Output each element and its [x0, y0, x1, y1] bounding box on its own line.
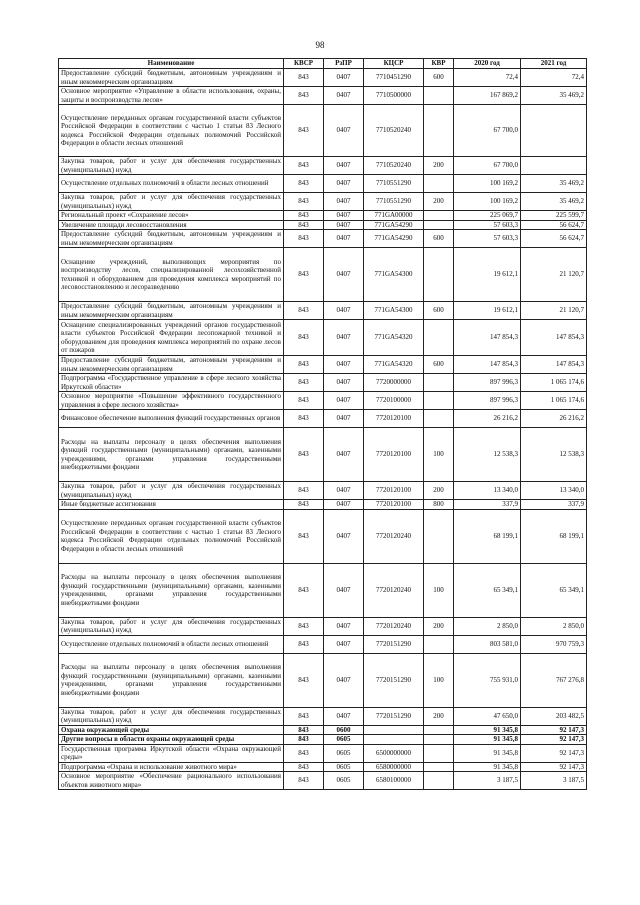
cell-2020: 147 854,3 [454, 320, 521, 356]
cell-kvsr: 843 [284, 482, 324, 500]
cell-kvr [424, 762, 454, 772]
cell-kvsr: 843 [284, 105, 324, 157]
cell-rzpr: 0407 [324, 428, 364, 482]
table-row [59, 157, 587, 175]
cell-kvr [424, 392, 454, 410]
cell-kcsr: 7710551290 [364, 175, 424, 193]
cell-2020: 2 850,0 [454, 617, 521, 635]
cell-2020: 91 345,8 [454, 725, 521, 735]
cell-kvr [424, 725, 454, 735]
cell-2020: 65 349,1 [454, 563, 521, 617]
table-row [59, 69, 587, 87]
cell-kcsr: 7720120100 [364, 410, 424, 428]
cell-kvr [424, 320, 454, 356]
cell-2021: 35 469,2 [521, 193, 587, 211]
cell-kvr [424, 248, 454, 302]
cell-2021: 56 624,7 [521, 230, 587, 248]
cell-kcsr: 7720120100 [364, 428, 424, 482]
table-row [59, 374, 587, 392]
table-row [59, 302, 587, 320]
cell-2020: 91 345,8 [454, 762, 521, 772]
header-rzpr: РзПР [324, 59, 364, 69]
table-row [59, 725, 587, 735]
cell-kvsr: 843 [284, 175, 324, 193]
cell-kvsr: 843 [284, 320, 324, 356]
cell-name: Расходы на выплаты персоналу в целях обеспечения выполнения функций государственными (муниципальными) органами, казенными учреждениями, органами управления государственными внебюджетными фондами [59, 428, 284, 482]
cell-name: Осуществление отдельных полномочий в области лесных отношений [59, 635, 284, 653]
cell-rzpr: 0605 [324, 762, 364, 772]
cell-2021: 147 854,3 [521, 320, 587, 356]
table-row [59, 707, 587, 725]
cell-kvr [424, 744, 454, 762]
cell-name: Основное мероприятие «Управление в области использования, охраны, защиты и воспроизводства лесов» [59, 87, 284, 105]
cell-kcsr: 771GA54320 [364, 356, 424, 374]
cell-kvr [424, 635, 454, 653]
cell-kvsr: 843 [284, 563, 324, 617]
table-row [59, 248, 587, 302]
cell-name: Иные бюджетные ассигнования [59, 500, 284, 510]
cell-2020: 68 199,1 [454, 509, 521, 563]
cell-2020: 47 650,0 [454, 707, 521, 725]
cell-2021: 3 187,5 [521, 772, 587, 790]
cell-rzpr: 0407 [324, 392, 364, 410]
cell-2021: 56 624,7 [521, 220, 587, 230]
table-row [59, 735, 587, 745]
cell-name: Оснащение учреждений, выполняющих мероприятия по воспроизводству лесов, специализированной лесохозяйственной техникой и оборудованием для проведения комплекса мероприятий по лесовосстановлению и лесоразведению [59, 248, 284, 302]
cell-2020: 26 216,2 [454, 410, 521, 428]
cell-name: Предоставление субсидий бюджетным, автономным учреждениям и иным некоммерческим организациям [59, 230, 284, 248]
cell-kvsr: 843 [284, 744, 324, 762]
cell-2020: 147 854,3 [454, 356, 521, 374]
cell-kvsr: 843 [284, 762, 324, 772]
table-row [59, 230, 587, 248]
cell-kvr [424, 211, 454, 221]
cell-2021: 35 469,2 [521, 175, 587, 193]
header-year-2021: 2021 год [521, 59, 587, 69]
cell-kvsr: 843 [284, 211, 324, 221]
budget-table [58, 58, 587, 790]
cell-kcsr: 7720120240 [364, 617, 424, 635]
cell-rzpr: 0407 [324, 69, 364, 87]
cell-kvsr: 843 [284, 193, 324, 211]
cell-2020: 100 169,2 [454, 175, 521, 193]
cell-kvr [424, 374, 454, 392]
cell-rzpr: 0600 [324, 725, 364, 735]
cell-kcsr: 7710451290 [364, 69, 424, 87]
cell-kvr [424, 772, 454, 790]
cell-2020: 57 603,3 [454, 230, 521, 248]
cell-rzpr: 0605 [324, 744, 364, 762]
cell-kvsr: 843 [284, 69, 324, 87]
cell-kcsr [364, 725, 424, 735]
cell-rzpr: 0407 [324, 211, 364, 221]
cell-2020: 3 187,5 [454, 772, 521, 790]
cell-kvsr: 843 [284, 725, 324, 735]
cell-kvsr: 843 [284, 220, 324, 230]
cell-kcsr: 771GA54320 [364, 320, 424, 356]
table-row [59, 772, 587, 790]
cell-name: Предоставление субсидий бюджетным, автономным учреждениям и иным некоммерческим организациям [59, 356, 284, 374]
table-row [59, 105, 587, 157]
cell-rzpr: 0407 [324, 105, 364, 157]
cell-2020: 897 996,3 [454, 392, 521, 410]
cell-2020: 897 996,3 [454, 374, 521, 392]
cell-kcsr: 7710551290 [364, 193, 424, 211]
header-kvsr: КВСР [284, 59, 324, 69]
cell-2021: 13 340,0 [521, 482, 587, 500]
cell-kvsr: 843 [284, 707, 324, 725]
header-kvr: КВР [424, 59, 454, 69]
cell-kvr: 200 [424, 193, 454, 211]
cell-rzpr: 0407 [324, 617, 364, 635]
cell-kvsr: 843 [284, 374, 324, 392]
cell-2021: 1 065 174,6 [521, 392, 587, 410]
cell-kvr [424, 175, 454, 193]
cell-kvsr: 843 [284, 157, 324, 175]
cell-rzpr: 0407 [324, 230, 364, 248]
cell-kvsr: 843 [284, 735, 324, 745]
cell-kvr: 200 [424, 157, 454, 175]
header-year-2020: 2020 год [454, 59, 521, 69]
table-row [59, 87, 587, 105]
cell-2021: 92 147,3 [521, 735, 587, 745]
cell-kcsr: 7710500000 [364, 87, 424, 105]
cell-2020: 803 581,0 [454, 635, 521, 653]
cell-rzpr: 0407 [324, 482, 364, 500]
cell-kvr: 600 [424, 356, 454, 374]
cell-kcsr: 7720120240 [364, 563, 424, 617]
cell-kvsr: 843 [284, 617, 324, 635]
cell-2021: 65 349,1 [521, 563, 587, 617]
table-row [59, 320, 587, 356]
table-row [59, 428, 587, 482]
cell-kvr: 200 [424, 707, 454, 725]
cell-name: Осуществление переданных органам государственной власти субъектов Российской Федерации в соответствии с частью 1 статьи 83 Лесного кодекса Российской Федерации отдельных полномочий Российской Федерации в области лесных отношений [59, 509, 284, 563]
cell-kcsr: 7720120240 [364, 509, 424, 563]
table-row [59, 563, 587, 617]
cell-2020: 57 603,3 [454, 220, 521, 230]
cell-2021: 26 216,2 [521, 410, 587, 428]
cell-kcsr: 771GA54300 [364, 302, 424, 320]
cell-kcsr: 771GA54300 [364, 248, 424, 302]
table-row [59, 482, 587, 500]
table-header-row [59, 59, 587, 69]
table-row [59, 744, 587, 762]
cell-kvr [424, 735, 454, 745]
table-body [59, 69, 587, 790]
cell-2020: 225 069,7 [454, 211, 521, 221]
cell-rzpr: 0407 [324, 248, 364, 302]
cell-2020: 91 345,8 [454, 735, 521, 745]
table-row [59, 392, 587, 410]
cell-kvsr: 843 [284, 428, 324, 482]
cell-kvsr: 843 [284, 653, 324, 707]
cell-2021: 2 850,0 [521, 617, 587, 635]
cell-2021: 92 147,3 [521, 725, 587, 735]
table-row [59, 635, 587, 653]
cell-kvsr: 843 [284, 410, 324, 428]
cell-kcsr: 7720100000 [364, 392, 424, 410]
page-number: 98 [315, 40, 325, 50]
cell-2020: 167 869,2 [454, 87, 521, 105]
cell-2020: 67 700,0 [454, 105, 521, 157]
table-row [59, 193, 587, 211]
table-row [59, 653, 587, 707]
cell-2021: 68 199,1 [521, 509, 587, 563]
cell-name: Осуществление переданных органам государственной власти субъектов Российской Федерации в соответствии с частью 1 статьи 83 Лесного кодекса Российской Федерации отдельных полномочий Российской Федерации в области лесных отношений [59, 105, 284, 157]
cell-2021: 21 120,7 [521, 302, 587, 320]
cell-rzpr: 0407 [324, 563, 364, 617]
cell-name: Подпрограмма «Охрана и использование животного мира» [59, 762, 284, 772]
cell-kcsr: 7720151290 [364, 653, 424, 707]
cell-rzpr: 0407 [324, 410, 364, 428]
cell-2020: 67 700,0 [454, 157, 521, 175]
cell-kcsr: 7720120100 [364, 500, 424, 510]
cell-kvsr: 843 [284, 230, 324, 248]
cell-kcsr: 771GA00000 [364, 211, 424, 221]
cell-rzpr: 0407 [324, 220, 364, 230]
cell-kcsr: 7720000000 [364, 374, 424, 392]
table-row [59, 356, 587, 374]
cell-2021: 225 599,7 [521, 211, 587, 221]
cell-rzpr: 0407 [324, 374, 364, 392]
cell-2020: 91 345,8 [454, 744, 521, 762]
cell-name: Оснащение специализированных учреждений органов государственной власти субъектов Российской Федерации лесопожарной техникой и оборудованием для проведения комплекса мероприятий по охране лесов от пожаров [59, 320, 284, 356]
header-kcsr: КЦСР [364, 59, 424, 69]
cell-name: Осуществление отдельных полномочий в области лесных отношений [59, 175, 284, 193]
cell-2020: 13 340,0 [454, 482, 521, 500]
cell-kvr [424, 105, 454, 157]
cell-name: Предоставление субсидий бюджетным, автономным учреждениям и иным некоммерческим организациям [59, 302, 284, 320]
cell-kcsr: 771GA54290 [364, 230, 424, 248]
cell-2021: 35 469,2 [521, 87, 587, 105]
cell-kvsr: 843 [284, 392, 324, 410]
cell-name: Увеличение площади лесовосстановления [59, 220, 284, 230]
cell-name: Охрана окружающей среды [59, 725, 284, 735]
table-row [59, 175, 587, 193]
cell-kvsr: 843 [284, 87, 324, 105]
cell-kcsr: 7720120100 [364, 482, 424, 500]
table-row [59, 617, 587, 635]
cell-2020: 100 169,2 [454, 193, 521, 211]
header-name: Наименование [59, 59, 284, 69]
cell-name: Закупка товаров, работ и услуг для обеспечения государственных (муниципальных) нужд [59, 707, 284, 725]
cell-kvsr: 843 [284, 635, 324, 653]
cell-2021: 337,9 [521, 500, 587, 510]
cell-name: Закупка товаров, работ и услуг для обеспечения государственных (муниципальных) нужд [59, 482, 284, 500]
cell-rzpr: 0407 [324, 302, 364, 320]
cell-2021: 1 065 174,6 [521, 374, 587, 392]
cell-kvsr: 843 [284, 356, 324, 374]
cell-rzpr: 0605 [324, 735, 364, 745]
cell-2020: 72,4 [454, 69, 521, 87]
cell-rzpr: 0407 [324, 707, 364, 725]
cell-2021: 72,4 [521, 69, 587, 87]
cell-kvsr: 843 [284, 500, 324, 510]
cell-kvr [424, 87, 454, 105]
cell-name: Расходы на выплаты персоналу в целях обеспечения выполнения функций государственными (муниципальными) органами, казенными учреждениями, органами управления государственными внебюджетными фондами [59, 653, 284, 707]
cell-kcsr [364, 735, 424, 745]
cell-kvr: 200 [424, 482, 454, 500]
cell-name: Региональный проект «Сохранение лесов» [59, 211, 284, 221]
cell-kcsr: 7720151290 [364, 707, 424, 725]
cell-2020: 12 538,3 [454, 428, 521, 482]
cell-name: Финансовое обеспечение выполнения функций государственных органов [59, 410, 284, 428]
cell-2020: 19 612,1 [454, 302, 521, 320]
cell-rzpr: 0407 [324, 175, 364, 193]
cell-kvr: 600 [424, 302, 454, 320]
cell-2021: 21 120,7 [521, 248, 587, 302]
cell-2021: 92 147,3 [521, 762, 587, 772]
table-row [59, 509, 587, 563]
cell-2021: 203 482,5 [521, 707, 587, 725]
cell-name: Предоставление субсидий бюджетным, автономным учреждениям и иным некоммерческим организациям [59, 69, 284, 87]
cell-kvr [424, 410, 454, 428]
cell-name: Другие вопросы в области охраны окружающей среды [59, 735, 284, 745]
cell-kcsr: 7720151290 [364, 635, 424, 653]
cell-2021: 12 538,3 [521, 428, 587, 482]
cell-2021: 147 854,3 [521, 356, 587, 374]
cell-name: Закупка товаров, работ и услуг для обеспечения государственных (муниципальных) нужд [59, 157, 284, 175]
cell-kvr: 100 [424, 428, 454, 482]
cell-kvr: 100 [424, 653, 454, 707]
cell-2020: 755 931,0 [454, 653, 521, 707]
cell-kvr [424, 509, 454, 563]
cell-name: Расходы на выплаты персоналу в целях обеспечения выполнения функций государственными (муниципальными) органами, казенными учреждениями, органами управления государственными внебюджетными фондами [59, 563, 284, 617]
cell-rzpr: 0407 [324, 356, 364, 374]
cell-rzpr: 0407 [324, 500, 364, 510]
cell-name: Закупка товаров, работ и услуг для обеспечения государственных (муниципальных) нужд [59, 193, 284, 211]
cell-kvr [424, 220, 454, 230]
cell-name: Основное мероприятие «Повышение эффективного государственного управления в сфере лесного хозяйства» [59, 392, 284, 410]
cell-name: Основное мероприятие «Обеспечение рационального использования объектов животного мира» [59, 772, 284, 790]
cell-kvsr: 843 [284, 509, 324, 563]
cell-rzpr: 0605 [324, 772, 364, 790]
cell-kvsr: 843 [284, 302, 324, 320]
cell-kvsr: 843 [284, 248, 324, 302]
cell-kcsr: 6580100000 [364, 772, 424, 790]
cell-rzpr: 0407 [324, 509, 364, 563]
cell-2021 [521, 157, 587, 175]
cell-2020: 337,9 [454, 500, 521, 510]
cell-kcsr: 7710520240 [364, 105, 424, 157]
cell-2021: 767 276,8 [521, 653, 587, 707]
cell-name: Закупка товаров, работ и услуг для обеспечения государственных (муниципальных) нужд [59, 617, 284, 635]
cell-kvr: 800 [424, 500, 454, 510]
cell-kvr: 600 [424, 230, 454, 248]
cell-kcsr: 7710520240 [364, 157, 424, 175]
cell-kcsr: 6500000000 [364, 744, 424, 762]
cell-kvr: 600 [424, 69, 454, 87]
cell-kvr: 200 [424, 617, 454, 635]
cell-kcsr: 6580000000 [364, 762, 424, 772]
cell-kcsr: 771GA54290 [364, 220, 424, 230]
cell-2020: 19 612,1 [454, 248, 521, 302]
cell-rzpr: 0407 [324, 193, 364, 211]
cell-rzpr: 0407 [324, 87, 364, 105]
cell-2021: 92 147,3 [521, 744, 587, 762]
cell-rzpr: 0407 [324, 157, 364, 175]
cell-rzpr: 0407 [324, 320, 364, 356]
table-row [59, 220, 587, 230]
cell-kvsr: 843 [284, 772, 324, 790]
table-row [59, 500, 587, 510]
table-row [59, 762, 587, 772]
cell-2021: 970 759,3 [521, 635, 587, 653]
cell-name: Государственная программа Иркутской области «Охрана окружающей среды» [59, 744, 284, 762]
table-row [59, 211, 587, 221]
cell-kvr: 100 [424, 563, 454, 617]
cell-2021 [521, 105, 587, 157]
table-row [59, 410, 587, 428]
cell-rzpr: 0407 [324, 653, 364, 707]
cell-rzpr: 0407 [324, 635, 364, 653]
cell-name: Подпрограмма «Государственное управление в сфере лесного хозяйства Иркутской области» [59, 374, 284, 392]
